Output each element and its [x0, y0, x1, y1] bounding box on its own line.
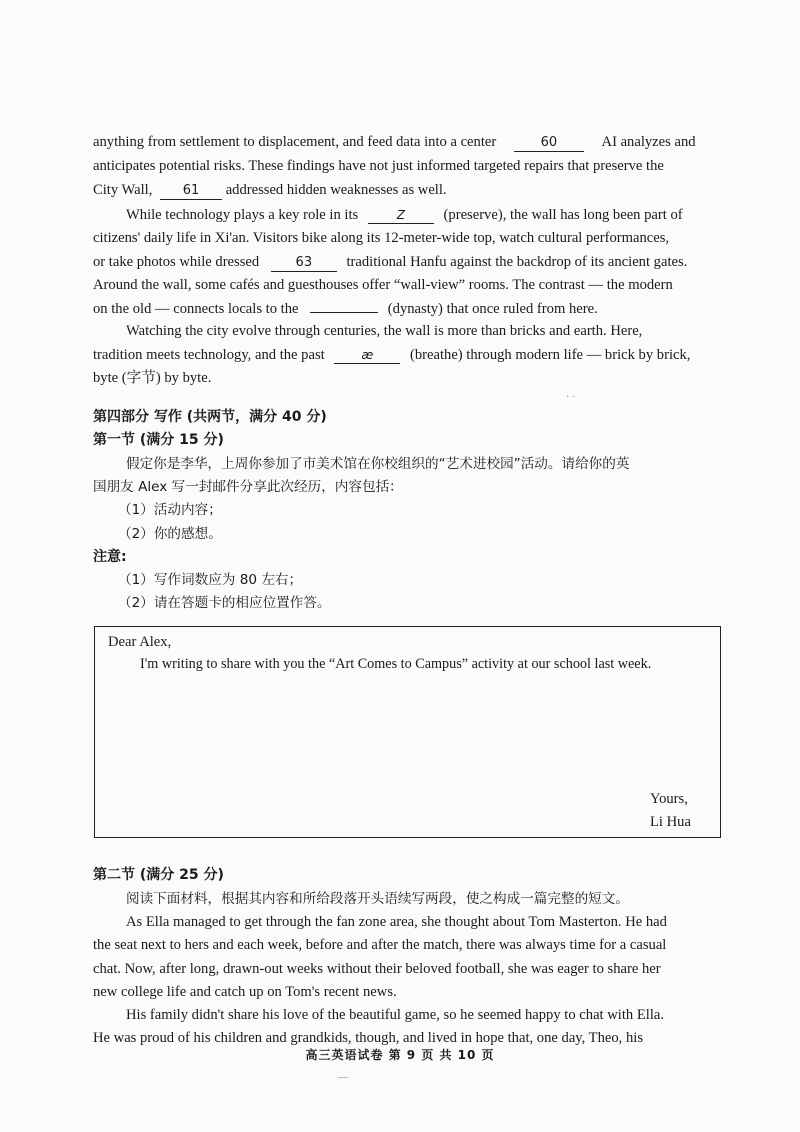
blank-63[interactable]: 63 — [271, 255, 337, 272]
story-line: As Ella managed to get through the fan zone area, she thought about Tom Masterton. He had — [126, 914, 667, 930]
passage-line: citizens' daily life in Xi'an. Visitors bike along its 12-meter-wide top, watch cultural performances, — [93, 230, 670, 246]
passage-line: on the old — connects locals to the (dynasty) that once ruled from here. — [93, 301, 598, 317]
scan-speck: — — [338, 1072, 348, 1083]
prompt-line: 阅读下面材料，根据其内容和所给段落开头语续写两段，使之构成一篇完整的短文。 — [126, 891, 629, 907]
blank-60[interactable]: 60 — [514, 135, 584, 152]
content-point: （1）活动内容； — [118, 502, 222, 518]
passage-line: anything from settlement to displacement, and feed data into a center 60 AI analyzes and — [93, 134, 696, 150]
part-title: 第四部分 写作 (共两节，满分 40 分) — [93, 409, 327, 425]
passage-line: While technology plays a key role in its Z (preserve), the wall has long been part of — [126, 207, 683, 223]
story-line: He was proud of his children and grandkids, though, and lived in hope that, one day, Theo, his — [93, 1030, 643, 1046]
note-title: 注意: — [93, 549, 127, 565]
scan-speck: · · — [566, 392, 576, 403]
passage-line: City Wall, 61 addressed hidden weaknesses as well. — [93, 182, 447, 198]
passage-line: or take photos while dressed 63 traditional Hanfu against the backdrop of its ancient gates. — [93, 254, 688, 270]
prompt-line: 假定你是李华，上周你参加了市美术馆在你校组织的“艺术进校园”活动。请给你的英 — [126, 456, 630, 472]
passage-line: byte (字节) by byte. — [93, 370, 212, 386]
story-line: His family didn't share his love of the beautiful game, so he seemed happy to chat with Ella. — [126, 1007, 665, 1023]
prompt-line: 国朋友 Alex 写一封邮件分享此次经历，内容包括： — [93, 479, 403, 495]
note-item: （1）写作词数应为 80 左右； — [118, 572, 303, 588]
passage-line: anticipates potential risks. These findings have not just informed targeted repairs that preserve the — [93, 158, 664, 174]
letter-signature: Li Hua — [650, 814, 691, 830]
letter-greeting: Dear Alex, — [108, 634, 172, 650]
content-point: （2）你的感想。 — [118, 526, 222, 542]
blank-65[interactable]: æ — [334, 347, 400, 364]
blank-64[interactable] — [310, 312, 378, 313]
story-line: chat. Now, after long, drawn-out weeks without their beloved football, she was eager to share her — [93, 961, 661, 977]
letter-closing: Yours, — [650, 791, 688, 807]
passage-line: tradition meets technology, and the past æ (breathe) through modern life — brick by brick, — [93, 347, 691, 363]
section-title: 第二节 (满分 25 分) — [93, 867, 224, 883]
section-title: 第一节 (满分 15 分) — [93, 432, 224, 448]
blank-62[interactable]: Z — [368, 207, 434, 224]
blank-61[interactable]: 61 — [160, 183, 222, 200]
note-item: （2）请在答题卡的相应位置作答。 — [118, 595, 331, 611]
passage-line: Watching the city evolve through centuries, the wall is more than bricks and earth. Here, — [126, 323, 643, 339]
letter-opening: I'm writing to share with you the “Art Comes to Campus” activity at our school last week. — [140, 656, 652, 672]
passage-line: Around the wall, some cafés and guesthouses offer “wall-view” rooms. The contrast — the modern — [93, 277, 673, 293]
story-line: the seat next to hers and each week, before and after the match, there was always time for a casual — [93, 937, 667, 953]
story-line: new college life and catch up on Tom's recent news. — [93, 984, 397, 1000]
page-footer: 高三英语试卷 第 9 页 共 10 页 — [305, 1048, 495, 1062]
